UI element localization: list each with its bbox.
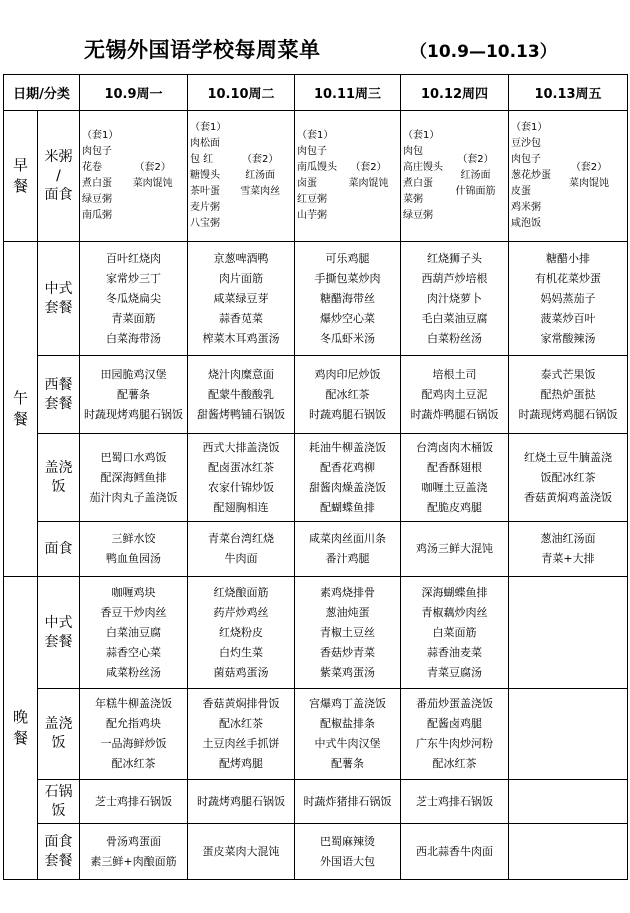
menu-item: （套2） [570, 162, 608, 173]
menu-item: 中式牛肉汉堡 [314, 737, 381, 750]
menu-item: 外国语大包 [320, 854, 375, 868]
menu-cell [188, 434, 295, 522]
menu-item: 青椒土豆丝 [320, 625, 375, 639]
dinner-row [4, 824, 628, 880]
menu-item: 可乐鸡腿 [325, 251, 370, 265]
menu-item: （套1） [82, 130, 119, 141]
menu-item: 菜肉馄饨 [348, 178, 389, 189]
menu-item: 广东牛肉炒河粉 [416, 737, 493, 750]
menu-item: 妈妈蒸茄子 [540, 291, 596, 305]
menu-item: 时蔬现烤鸡腿石锅饭 [518, 407, 618, 421]
menu-cell [80, 522, 188, 577]
menu-item: 红汤面 [245, 170, 276, 181]
menu-item: 培根土司 [432, 367, 477, 381]
menu-item: 鸡汤三鲜大混饨 [416, 542, 493, 555]
meal-label-char: 晚 [12, 708, 28, 726]
category-label [38, 434, 80, 522]
menu-item: 香菇炒青菜 [320, 645, 375, 659]
menu-item: 青菜台湾红烧 [208, 532, 274, 545]
menu-item: 鸡肉印尼炒饭 [314, 367, 381, 381]
menu-item: 配冰红茶 [432, 757, 477, 770]
breakfast-set-1 [295, 112, 337, 241]
menu-cell [401, 522, 509, 577]
menu-item: 白菜油豆腐 [106, 625, 161, 639]
menu-cell [80, 577, 188, 689]
menu-item: 配鸡肉土豆泥 [421, 387, 488, 401]
menu-item: 配热炉蛋挞 [540, 387, 596, 401]
menu-item: 咸菜粉丝汤 [106, 665, 161, 679]
menu-item: 青椒藕炒肉丝 [421, 605, 488, 619]
menu-item: 菌菇鸡蛋汤 [213, 665, 269, 679]
menu-cell [188, 577, 295, 689]
menu-item: 巴蜀麻辣烫 [320, 834, 375, 848]
category-label-line: 套餐 [44, 633, 73, 650]
menu-item: 番茄炒蛋盖浇饭 [416, 697, 493, 710]
menu-item: 土豆肉丝手抓饼 [202, 737, 280, 750]
breakfast-cell [188, 111, 295, 242]
menu-item: 冬瓜烧扁尖 [106, 291, 161, 305]
menu-cell [188, 242, 295, 356]
menu-item: 甜酱烤鸭铺石锅饭 [197, 407, 285, 421]
menu-item: 素鸡烧排骨 [320, 585, 375, 599]
menu-item: （套1） [297, 130, 334, 141]
menu-item: 骨汤鸡蛋面 [106, 834, 161, 848]
menu-item: 配冰红茶 [219, 717, 263, 730]
menu-item: 煮白蛋 [82, 178, 112, 189]
menu-cell [509, 356, 628, 434]
menu-item: 冬瓜虾米汤 [320, 331, 375, 345]
weekly-menu-table [3, 74, 628, 880]
menu-cell [295, 577, 401, 689]
page-header [0, 0, 630, 72]
meal-label-char: 餐 [12, 729, 28, 747]
menu-item: 芝士鸡排石锅饭 [95, 794, 172, 808]
menu-item: 茶叶蛋 [190, 186, 220, 197]
menu-item: 麦片粥 [190, 202, 220, 213]
menu-item: （套2） [134, 162, 171, 173]
menu-item: 茄汁肉丸子盖浇饭 [89, 490, 178, 504]
menu-item: 肉包 [403, 146, 423, 157]
menu-item: 药芹炒鸡丝 [213, 605, 269, 619]
breakfast-set-2 [551, 112, 627, 241]
menu-item: 南瓜馒头 [297, 162, 337, 173]
menu-item: 肉汁烧萝卜 [427, 291, 482, 305]
menu-item: 煮白蛋 [403, 178, 433, 189]
menu-item: 有机花菜炒蛋 [535, 271, 601, 285]
menu-item: 香菇黄焖排骨饭 [202, 697, 280, 710]
breakfast-set-2 [118, 112, 187, 241]
menu-item: 配椒盐排条 [320, 717, 375, 730]
menu-cell [295, 356, 401, 434]
category-label-line: 石锅 [44, 783, 73, 800]
menu-item: 素三鲜+肉酿面筋 [90, 854, 177, 868]
menu-cell [80, 434, 188, 522]
menu-item: 西式大排盖浇饭 [202, 440, 280, 454]
category-label-line: / [56, 167, 61, 184]
menu-cell [80, 689, 188, 780]
menu-cell [509, 434, 628, 522]
day-header: 10.12周四 [401, 75, 509, 111]
menu-item: 宫爆鸡丁盖浇饭 [309, 697, 386, 710]
day-header: 10.11周三 [295, 75, 401, 111]
menu-cell [401, 689, 509, 780]
menu-item: 八宝粥 [190, 218, 220, 229]
menu-item: 百叶红烧肉 [106, 251, 161, 265]
menu-item: 红豆粥 [297, 194, 327, 205]
breakfast-sets [295, 112, 400, 241]
menu-item: 紫菜鸡蛋汤 [320, 665, 375, 679]
menu-cell [509, 824, 628, 880]
menu-item: 配烤鸡腿 [219, 757, 263, 770]
menu-item: 绿豆粥 [82, 194, 112, 205]
menu-item: 南瓜粥 [82, 210, 112, 221]
category-label [38, 689, 80, 780]
menu-item: 巴蜀口水鸡饭 [100, 450, 167, 464]
page-title: 无锡外国语学校每周菜单 [84, 38, 321, 62]
breakfast-set-1 [80, 112, 118, 241]
menu-item: 西葫芦炒培根 [421, 271, 488, 285]
category-label [38, 356, 80, 434]
menu-item: 配允指鸡块 [106, 717, 161, 730]
breakfast-row [4, 111, 628, 242]
menu-item: （套1） [403, 130, 440, 141]
breakfast-set-1 [401, 112, 443, 241]
menu-item: 青菜豆腐汤 [427, 665, 482, 679]
day-header: 10.13周五 [509, 75, 628, 111]
menu-item: 香菇黄焖鸡盖浇饭 [524, 490, 612, 504]
breakfast-sets [401, 112, 508, 241]
menu-item: 饭配冰红茶 [540, 470, 596, 484]
menu-item: 配冰红茶 [111, 757, 156, 770]
menu-item: 白菜面筋 [432, 625, 477, 639]
menu-item: 肉片面筋 [219, 271, 263, 285]
breakfast-set-2 [226, 112, 294, 241]
corner-header: 日期/分类 [4, 75, 80, 111]
breakfast-set-1 [509, 112, 551, 241]
menu-item: 鸭血鱼园汤 [106, 552, 161, 565]
menu-item: 牛肉面 [224, 552, 258, 565]
meal-label-char: 午 [12, 389, 28, 407]
menu-item: 菜肉馄饨 [569, 178, 609, 189]
menu-item: 家常炒三丁 [106, 271, 161, 285]
lunch-row [4, 356, 628, 434]
breakfast-set-2 [337, 112, 400, 241]
menu-item: 红烧酿面筋 [213, 585, 269, 599]
menu-cell [295, 689, 401, 780]
menu-item: 糖醋海带丝 [320, 291, 375, 305]
menu-item: 时蔬烤鸡腿石锅饭 [197, 794, 285, 808]
menu-cell [401, 824, 509, 880]
menu-cell [509, 689, 628, 780]
category-label-line: 米粥 [44, 148, 73, 165]
menu-item: （套1） [511, 122, 548, 133]
menu-item: 咸菜肉丝面川条 [309, 532, 386, 545]
day-header: 10.10周二 [188, 75, 295, 111]
category-label-line: 中式 [44, 280, 73, 297]
menu-item: 时蔬炸鸭腿石锅饭 [410, 407, 499, 421]
menu-item: 配蝴蝶鱼排 [320, 500, 375, 514]
menu-item: （套2） [242, 154, 279, 165]
category-label [38, 824, 80, 880]
menu-item: 肉包子 [297, 146, 327, 157]
breakfast-cell [295, 111, 401, 242]
menu-item: 鸡米粥 [511, 202, 541, 213]
menu-item: 京葱啤酒鸭 [213, 251, 269, 265]
menu-item: 糖馒头 [190, 170, 220, 181]
menu-item: 田园脆鸡汉堡 [100, 367, 167, 381]
menu-item: （套2） [350, 162, 387, 173]
dinner-row [4, 780, 628, 824]
category-label-line: 中式 [44, 614, 73, 631]
menu-item: 配香花鸡柳 [320, 460, 375, 474]
menu-item: 红烧土豆牛腩盖浇 [524, 450, 612, 464]
menu-item: 绿豆粥 [403, 210, 433, 221]
menu-item: 菜粥 [403, 194, 423, 205]
menu-item: 咖喱土豆盖浇 [421, 480, 488, 494]
menu-item: 山芋粥 [297, 210, 327, 221]
menu-item: 皮蛋 [511, 186, 531, 197]
menu-cell [188, 522, 295, 577]
menu-cell [188, 689, 295, 780]
menu-cell [295, 242, 401, 356]
menu-item: 西北蒜香牛肉面 [416, 844, 493, 858]
menu-item: 咸菜绿豆芽 [213, 291, 269, 305]
category-label-line: 饭 [51, 802, 66, 819]
lunch-row [4, 242, 628, 356]
breakfast-set-1 [188, 112, 226, 241]
menu-cell [188, 780, 295, 824]
menu-cell [80, 824, 188, 880]
menu-cell [401, 242, 509, 356]
menu-item: 芝士鸡排石锅饭 [416, 794, 493, 808]
menu-item: 肉包子 [82, 146, 112, 157]
menu-item: 红烧粉皮 [219, 625, 263, 639]
meal-label-breakfast [4, 111, 38, 242]
menu-item: 手撕包菜炒肉 [314, 271, 381, 285]
menu-item: 爆炒空心菜 [320, 311, 375, 325]
menu-cell [188, 356, 295, 434]
menu-item: 蛋皮菜肉大混饨 [202, 844, 280, 858]
menu-item: 白菜海带汤 [106, 331, 161, 345]
menu-item: 农家什锦炒饭 [208, 480, 274, 494]
day-header: 10.9周一 [80, 75, 188, 111]
menu-item: 榨菜木耳鸡蛋汤 [202, 331, 280, 345]
menu-cell [295, 780, 401, 824]
menu-item: 青菜面筋 [111, 311, 156, 325]
dinner-row [4, 689, 628, 780]
menu-item: 配酱卤鸡腿 [427, 717, 482, 730]
menu-item: 菜肉馄饨 [132, 178, 173, 189]
menu-cell [509, 242, 628, 356]
menu-item: 包 红 [190, 154, 214, 165]
menu-cell [188, 824, 295, 880]
meal-label-dinner [4, 577, 38, 880]
category-label [38, 780, 80, 824]
meal-label-char: 餐 [12, 177, 28, 195]
menu-item: 时蔬现烤鸡腿石锅饭 [84, 407, 183, 421]
menu-item: 蒜香苋菜 [219, 311, 263, 325]
breakfast-sets [509, 112, 627, 241]
menu-item: 葱花炒蛋 [511, 170, 551, 181]
menu-item: 雪菜肉丝 [240, 186, 281, 197]
menu-cell [295, 522, 401, 577]
menu-item: 白菜粉丝汤 [427, 331, 482, 345]
menu-item: 番汁鸡腿 [325, 552, 370, 565]
menu-cell [509, 522, 628, 577]
menu-item: 青菜+大排 [541, 552, 595, 565]
meal-label-lunch [4, 242, 38, 577]
menu-cell [401, 434, 509, 522]
menu-item: 配翅胸相连 [213, 500, 269, 514]
menu-cell [80, 242, 188, 356]
category-label-line: 盖浇 [44, 459, 73, 476]
menu-item: 配蒙牛酸酸乳 [208, 387, 274, 401]
meal-label-char: 早 [12, 156, 28, 174]
menu-cell [401, 356, 509, 434]
menu-cell [295, 434, 401, 522]
category-label-line: 套餐 [44, 852, 73, 869]
menu-item: 时蔬炸猪排石锅饭 [303, 794, 392, 808]
category-label-line: 面食 [44, 186, 73, 203]
menu-item: 三鲜水饺 [111, 532, 156, 545]
category-label [38, 111, 80, 242]
menu-item: 肉松面 [190, 138, 220, 149]
date-range: （10.9—10.13） [410, 42, 557, 62]
category-label-line: 饭 [51, 735, 66, 751]
menu-item: 香豆干炒肉丝 [100, 605, 167, 619]
breakfast-cell [509, 111, 628, 242]
menu-item: 花卷 [82, 162, 102, 173]
menu-item: （套2） [457, 154, 494, 165]
menu-item: 卤蛋 [297, 178, 317, 189]
menu-item: 配薯条 [331, 757, 364, 770]
menu-cell [401, 780, 509, 824]
menu-item: 甜酱肉燥盖浇饭 [309, 480, 386, 494]
breakfast-sets [188, 112, 294, 241]
category-label-line: 盖浇 [44, 716, 73, 732]
category-label-line: 套餐 [44, 395, 73, 412]
menu-item: 豆沙包 [511, 138, 541, 149]
menu-item: 烧汁肉糜意面 [208, 367, 274, 381]
menu-cell [80, 356, 188, 434]
breakfast-cell [80, 111, 188, 242]
category-label-line: 面食 [44, 833, 73, 850]
menu-cell [401, 577, 509, 689]
menu-cell [295, 824, 401, 880]
menu-item: 配薯条 [117, 387, 150, 401]
lunch-row [4, 434, 628, 522]
lunch-row [4, 522, 628, 577]
category-label [38, 522, 80, 577]
menu-item: 年糕牛柳盖浇饭 [95, 697, 172, 710]
menu-item: 配卤蛋冰红茶 [208, 460, 274, 474]
menu-item: 配深海鳕鱼排 [100, 470, 167, 484]
menu-item: 蒜香油麦菜 [427, 645, 482, 659]
header-row [4, 75, 628, 111]
menu-item: 高庄馒头 [403, 162, 443, 173]
menu-item: 家常酸辣汤 [540, 331, 596, 345]
menu-item: 红汤面 [460, 170, 491, 181]
menu-item: 配脆皮鸡腿 [427, 500, 482, 514]
menu-item: 葱油红汤面 [540, 532, 596, 545]
menu-cell [509, 577, 628, 689]
menu-item: 什锦面筋 [455, 186, 496, 197]
category-label [38, 577, 80, 689]
menu-item: 糖醋小排 [546, 251, 590, 265]
category-label-line: 西餐 [44, 376, 73, 393]
menu-item: 葱油炖蛋 [325, 605, 370, 619]
menu-item: （套1） [190, 122, 227, 133]
menu-item: 菠菜炒百叶 [540, 311, 596, 325]
dinner-row [4, 577, 628, 689]
menu-item: 泰式芒果饭 [540, 367, 596, 381]
menu-item: 台湾卤肉木桶饭 [416, 440, 493, 454]
breakfast-cell [401, 111, 509, 242]
menu-item: 白灼生菜 [219, 645, 263, 659]
category-label [38, 242, 80, 356]
menu-item: 毛白菜油豆腐 [421, 311, 488, 325]
menu-item: 配香酥翅根 [427, 460, 482, 474]
menu-cell [80, 780, 188, 824]
menu-item: 咖喱鸡块 [111, 585, 156, 599]
menu-item: 深海蝴蝶鱼排 [421, 585, 488, 599]
breakfast-sets [80, 112, 187, 241]
meal-label-char: 餐 [12, 410, 28, 428]
menu-item: 耗油牛柳盖浇饭 [309, 440, 386, 454]
category-label-line: 饭 [51, 478, 66, 495]
breakfast-set-2 [443, 112, 508, 241]
category-label-line: 套餐 [44, 299, 73, 316]
menu-item: 红烧狮子头 [427, 251, 482, 265]
menu-item: 一品海鲜炒饭 [100, 737, 167, 750]
menu-item: 蒜香空心菜 [106, 645, 161, 659]
menu-item: 配冰红茶 [325, 387, 370, 401]
menu-cell [509, 780, 628, 824]
menu-item: 时蔬鸡腿石锅饭 [309, 407, 386, 421]
category-label-line: 面食 [44, 540, 73, 557]
menu-item: 肉包子 [511, 154, 541, 165]
menu-item: 咸泡饭 [511, 218, 541, 229]
